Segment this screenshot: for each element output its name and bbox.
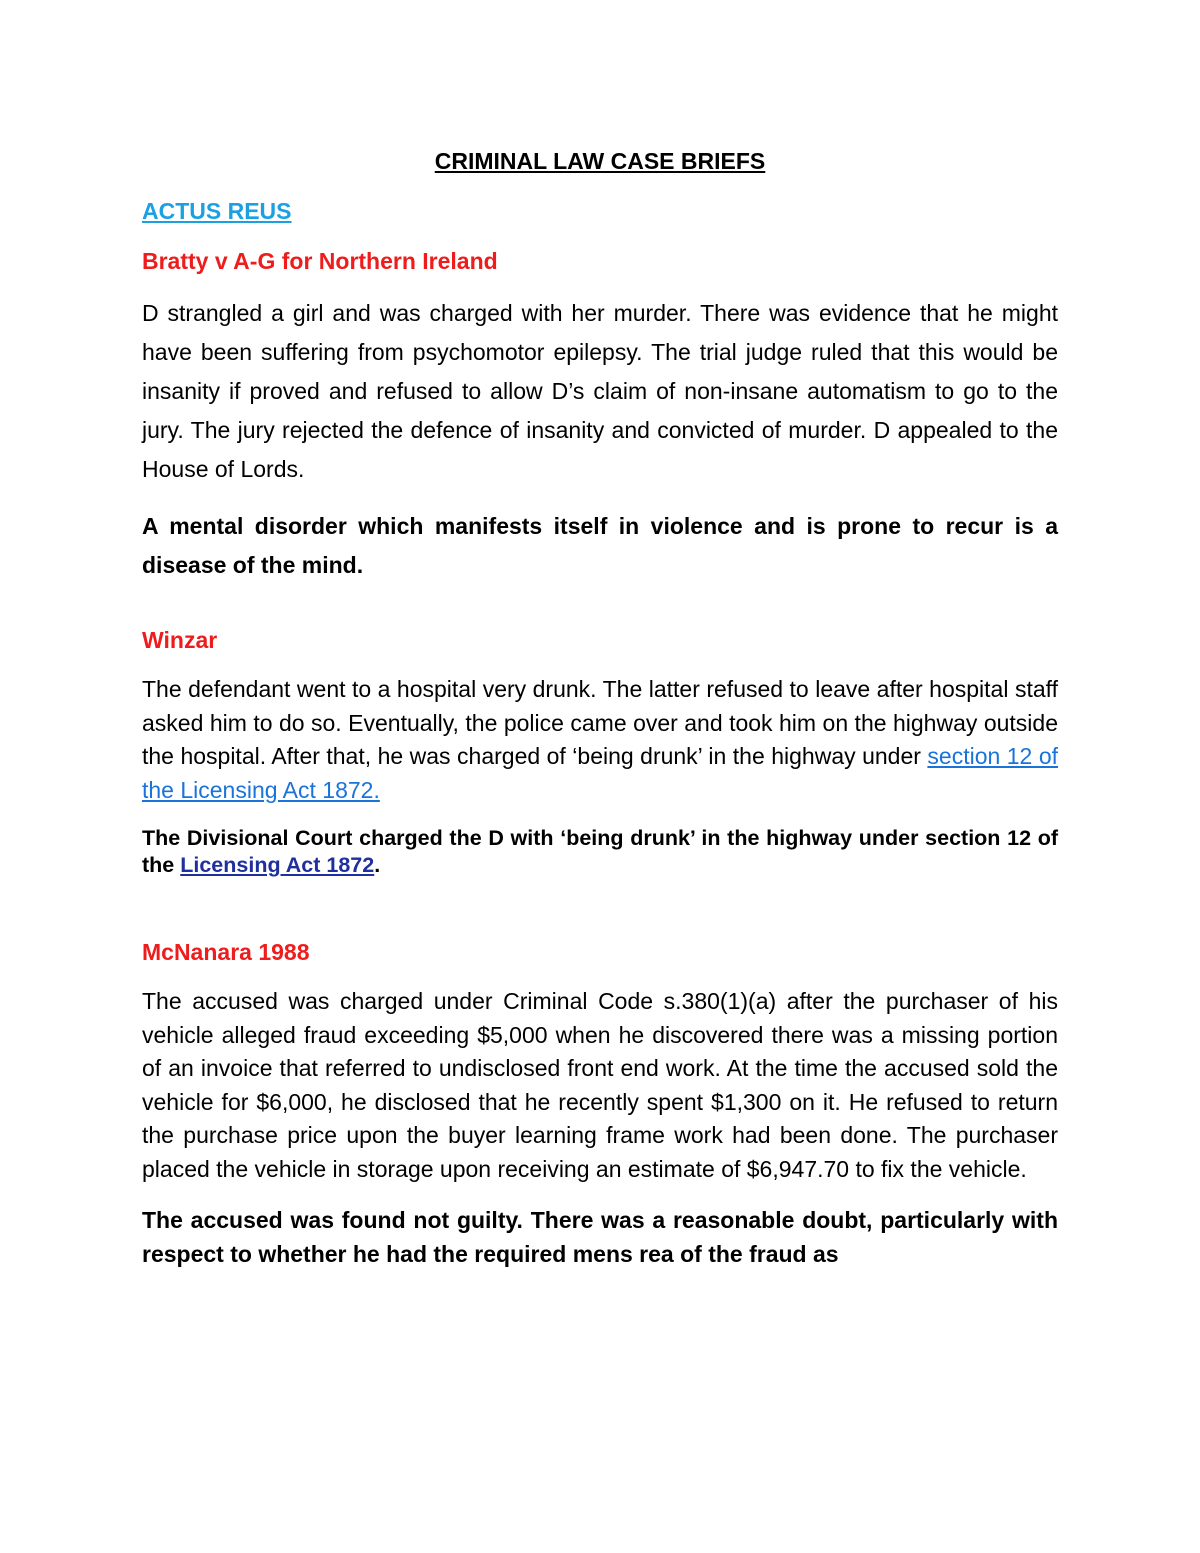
licensing-act-link[interactable]: Licensing Act 1872: [180, 853, 375, 877]
case-holding-bratty: A mental disorder which manifests itself in violence and is prone to recur is a disease of the mind.: [142, 513, 1058, 578]
case-holding-winzar: [142, 825, 1058, 879]
case-heading-winzar: Winzar: [142, 627, 218, 653]
case-heading-bratty: Bratty v A-G for Northern Ireland: [142, 248, 498, 274]
case-facts-mcnanara: The accused was charged under Criminal Code s.380(1)(a) after the purchaser of his vehicle alleged fraud exceeding $5,000 when he discovered there was a missing portion of an invoice that referred to undisclosed front end work. At the time the accused sold the vehicle for $6,000, he disclosed that he recently spent $1,300 on it. He refused to return the purchase price upon the buyer learning frame work had been done. The purchaser placed the vehicle in storage upon receiving an estimate of $6,947.70 to fix the vehicle.: [142, 988, 1058, 1182]
document-title: CRIMINAL LAW CASE BRIEFS: [434, 148, 766, 174]
case-holding-winzar-end: .: [374, 853, 381, 877]
case-facts-winzar-text: The defendant went to a hospital very drunk. The latter refused to leave after hospital staff asked him to do so. Eventually, the police came over and took him on the highway outside the hospital. After that, he was charged of ‘being drunk’ in the highway under: [142, 676, 1058, 769]
licensing-act-section-link[interactable]: section 12 of the Licensing Act 1872.: [142, 743, 1058, 803]
case-heading-mcnanara: McNanara 1988: [142, 939, 310, 965]
case-facts-winzar: [142, 673, 1058, 807]
document-body: [142, 146, 1058, 1271]
case-facts-bratty: D strangled a girl and was charged with her murder. There was evidence that he might have been suffering from psychomotor epilepsy. The trial judge ruled that this would be insanity if proved and refused to allow D’s claim of non-insane automatism to go to the jury. The jury rejected the defence of insanity and convicted of murder. D appealed to the House of Lords.: [142, 300, 1058, 482]
section-heading-actus-reus: ACTUS REUS: [142, 198, 292, 224]
case-holding-winzar-text: The Divisional Court charged the D with ‘being drunk’ in the highway under section 12 of the: [142, 826, 1058, 877]
case-holding-mcnanara: The accused was found not guilty. There was a reasonable doubt, particularly with respect to whether he had the required mens rea of the fraud as: [142, 1207, 1058, 1267]
